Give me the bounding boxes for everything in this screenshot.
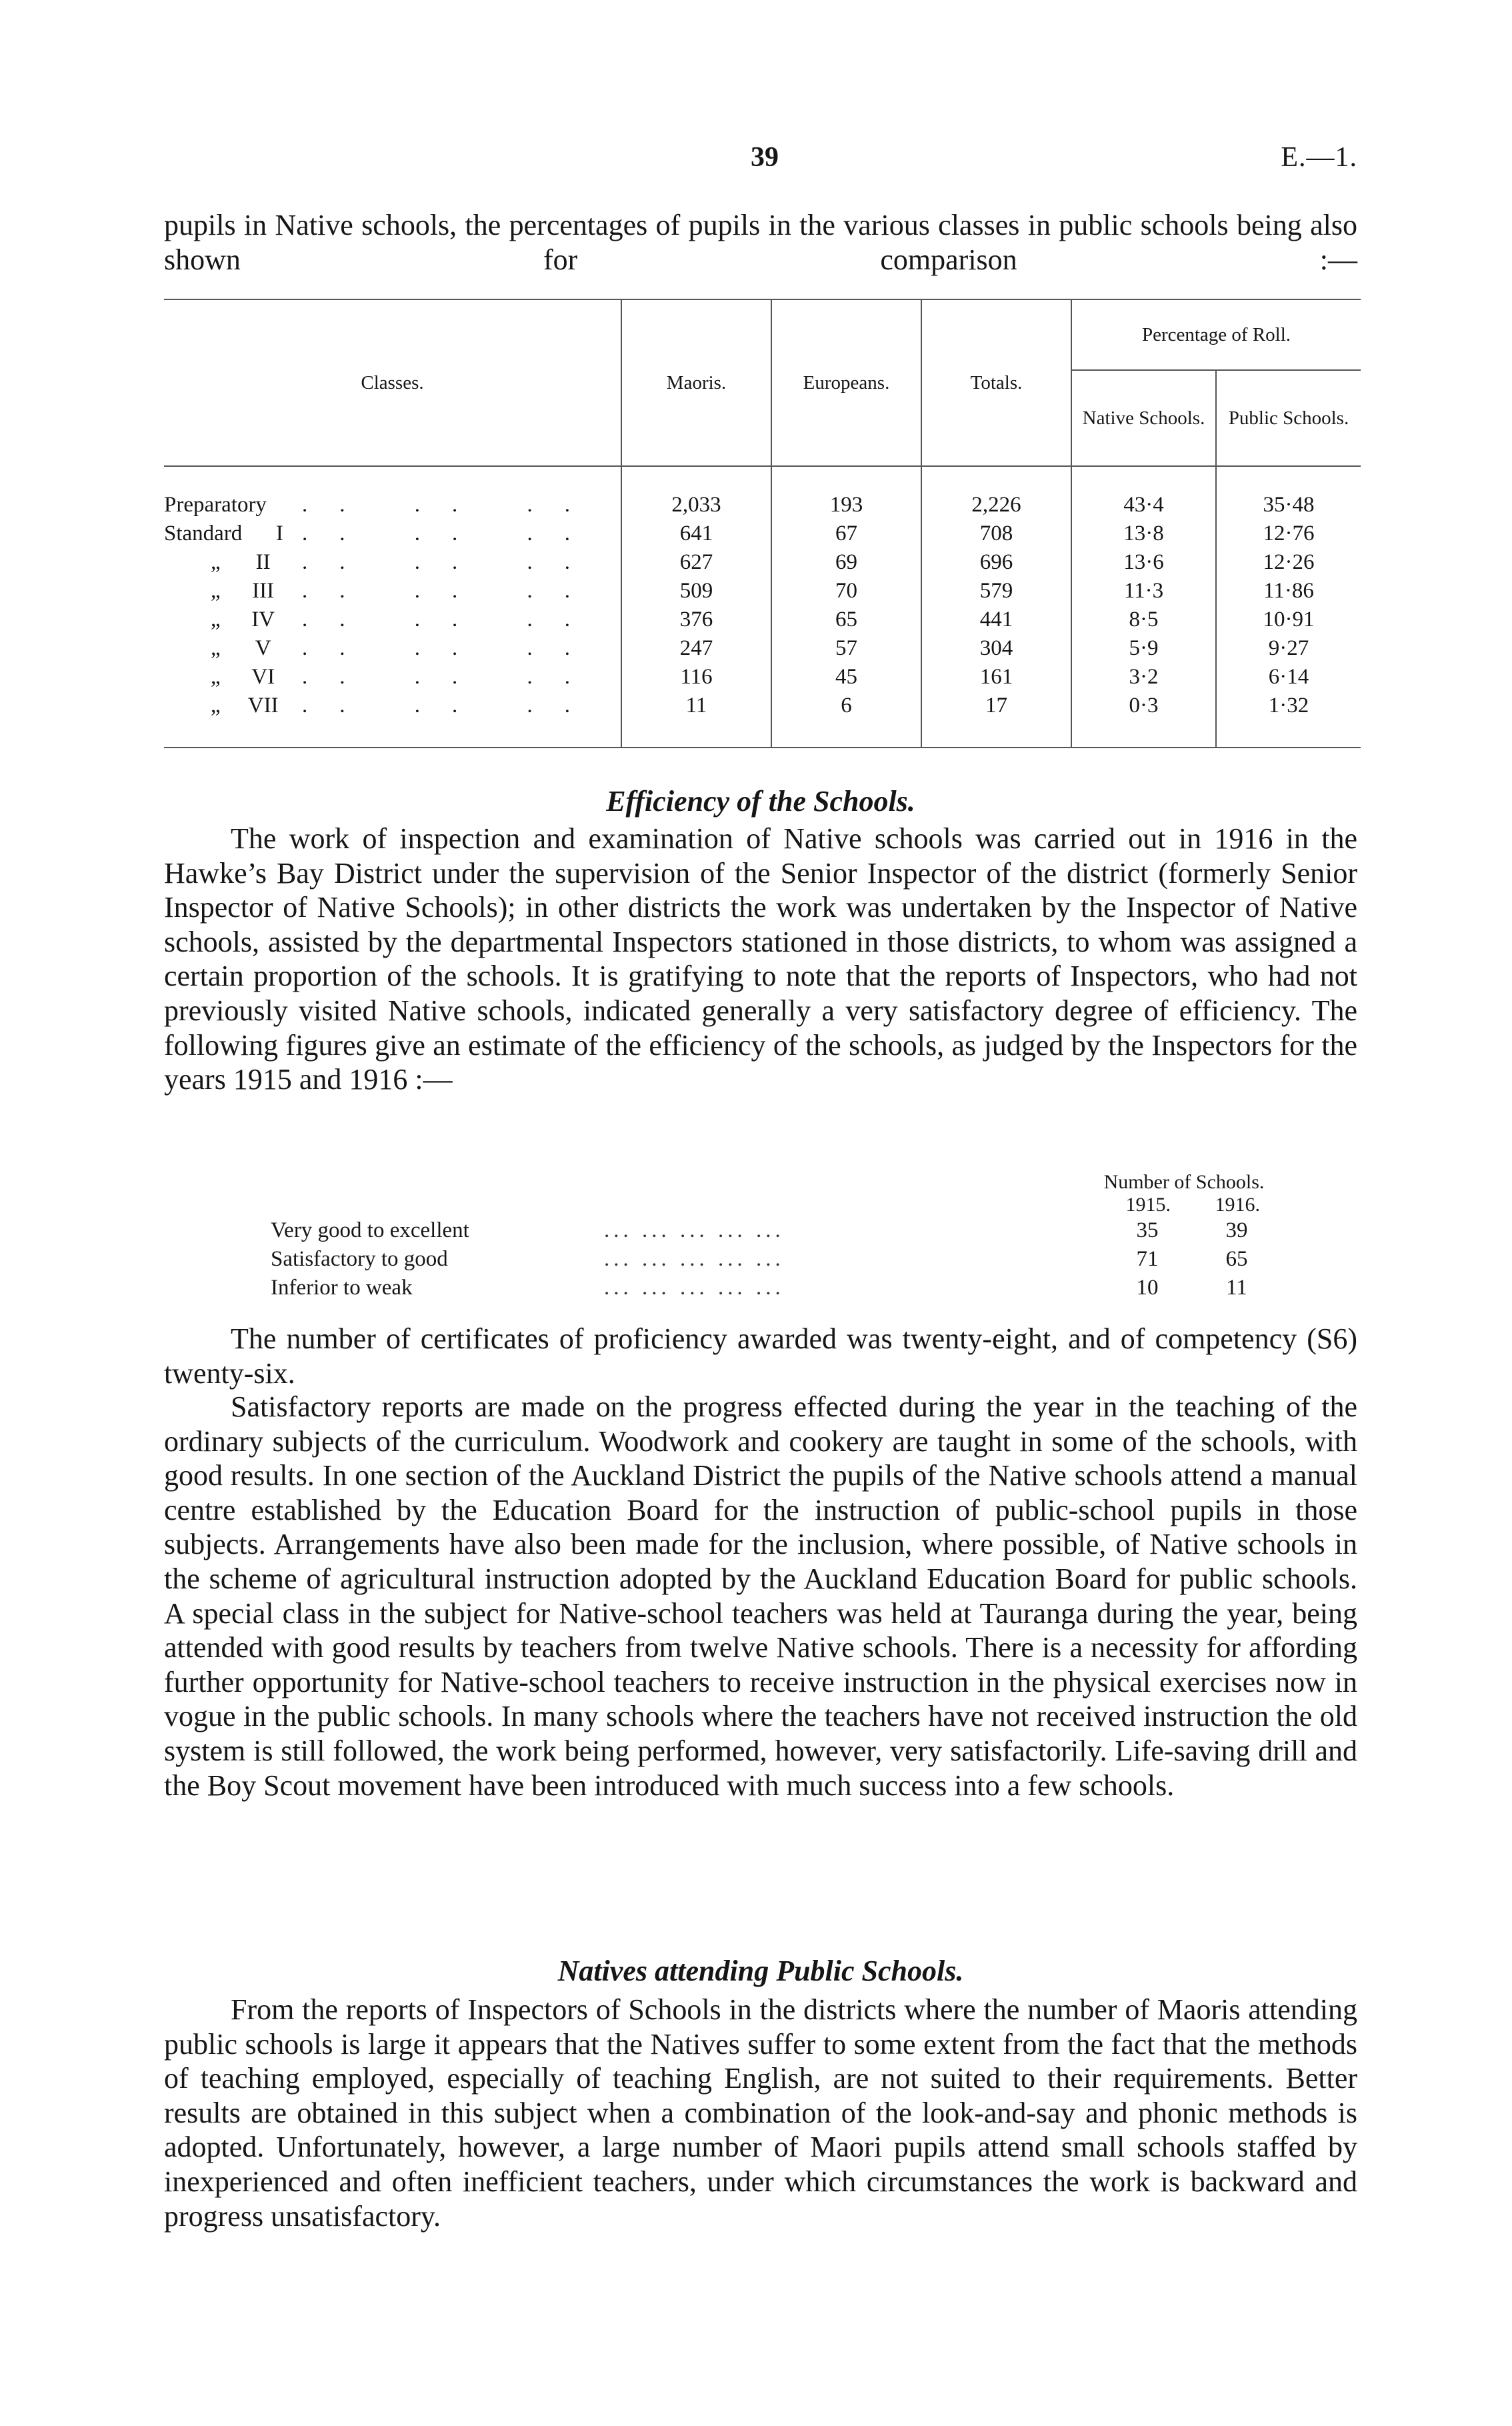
header-public-schools: Public Schools. xyxy=(1216,370,1361,466)
cell-native: 8·5 xyxy=(1071,605,1216,634)
cell-native: 13·6 xyxy=(1071,548,1216,577)
class-roman: VI xyxy=(251,665,275,689)
table-row xyxy=(164,634,1361,663)
cell-totals: 17 xyxy=(921,692,1071,748)
cell-native: 3·2 xyxy=(1071,663,1216,692)
cell-maoris: 247 xyxy=(621,634,771,663)
leader-dots: ... ... ... ... ... xyxy=(604,1276,785,1300)
class-roman: III xyxy=(252,579,275,603)
header-percentage: Percentage of Roll. xyxy=(1071,299,1361,370)
efficiency-value-1915: 35 xyxy=(1136,1218,1159,1242)
cell-europeans: 67 xyxy=(771,519,921,548)
class-roman: I xyxy=(275,521,283,545)
cell-totals: 161 xyxy=(921,663,1071,692)
section-title-efficiency: Efficiency of the Schools. xyxy=(606,785,915,818)
class-label xyxy=(164,577,283,605)
class-prefix: „ xyxy=(211,694,221,718)
leader-dots: .. .. .. xyxy=(302,636,602,660)
cell-native: 0·3 xyxy=(1071,692,1216,748)
class-cell xyxy=(164,548,621,577)
class-prefix: Preparatory xyxy=(164,493,267,517)
class-cell xyxy=(164,692,621,748)
efficiency-paragraph-2: The number of certificates of proficiency awarded was twenty-eight, and of competency (S6) twenty-six. xyxy=(164,1322,1357,1390)
efficiency-label: Inferior to weak xyxy=(271,1276,413,1300)
cell-europeans: 45 xyxy=(771,663,921,692)
table-row xyxy=(164,692,1361,748)
class-cell xyxy=(164,663,621,692)
table-row xyxy=(164,519,1361,548)
efficiency-label: Satisfactory to good xyxy=(271,1247,448,1271)
cell-native: 5·9 xyxy=(1071,634,1216,663)
cell-native: 43·4 xyxy=(1071,466,1216,519)
efficiency-table-rows xyxy=(271,1216,1284,1302)
efficiency-header-number: Number of Schools. xyxy=(1103,1171,1265,1193)
class-label xyxy=(164,663,283,692)
class-prefix: „ xyxy=(211,608,221,632)
leader-dots: .. .. .. xyxy=(302,493,602,517)
efficiency-label: Very good to excellent xyxy=(271,1218,469,1242)
table-row xyxy=(164,548,1361,577)
table-row xyxy=(164,577,1361,605)
classes-table xyxy=(164,299,1361,748)
cell-maoris: 509 xyxy=(621,577,771,605)
header-classes: Classes. xyxy=(164,299,621,466)
efficiency-paragraph-1: The work of inspection and examination of Native schools was carried out in 1916 in the Hawke’s Bay District under the supervision of the Senior Inspector of the district (formerly Senior Inspector of Native Schools); in other districts the work was undertaken by the Inspector of Native schools, assisted by the departmental Inspectors stationed in those districts, to whom was assigned a certain proportion of the schools. It is gratifying to note that the reports of Inspectors, who had not previously visited Native schools, indicated generally a very satisfactory degree of efficiency. The following figures give an estimate of the efficiency of the schools, as judged by the Inspectors for the years 1915 and 1916 :— xyxy=(164,822,1357,1096)
class-cell xyxy=(164,577,621,605)
efficiency-header-1915: 1915. xyxy=(1125,1194,1171,1216)
leader-dots: .. .. .. xyxy=(302,521,602,545)
cell-europeans: 65 xyxy=(771,605,921,634)
cell-europeans: 69 xyxy=(771,548,921,577)
leader-dots: .. .. .. xyxy=(302,694,602,718)
efficiency-value-1916: 39 xyxy=(1225,1218,1248,1242)
class-cell xyxy=(164,634,621,663)
table-row xyxy=(164,466,1361,519)
class-roman: V xyxy=(255,636,271,660)
header-totals: Totals. xyxy=(921,299,1071,466)
leader-dots: .. .. .. xyxy=(302,665,602,689)
cell-totals: 696 xyxy=(921,548,1071,577)
page-header xyxy=(164,141,1357,181)
series-code: E.—1. xyxy=(1281,142,1357,173)
class-cell xyxy=(164,605,621,634)
leader-dots: ... ... ... ... ... xyxy=(604,1247,785,1271)
class-label xyxy=(164,491,267,519)
class-prefix: „ xyxy=(211,550,221,574)
class-roman: II xyxy=(255,550,271,574)
class-prefix: Standard xyxy=(164,521,243,545)
class-cell xyxy=(164,519,621,548)
efficiency-row xyxy=(271,1274,1284,1302)
leader-dots: .. .. .. xyxy=(302,608,602,632)
table-row xyxy=(164,605,1361,634)
efficiency-table-header xyxy=(271,1171,1284,1216)
cell-public: 10·91 xyxy=(1216,605,1361,634)
class-prefix: „ xyxy=(211,636,221,660)
cell-maoris: 116 xyxy=(621,663,771,692)
cell-public: 12·76 xyxy=(1216,519,1361,548)
cell-maoris: 376 xyxy=(621,605,771,634)
efficiency-row xyxy=(271,1216,1284,1245)
cell-europeans: 57 xyxy=(771,634,921,663)
cell-totals: 304 xyxy=(921,634,1071,663)
section-title-natives-public: Natives attending Public Schools. xyxy=(557,1955,964,1987)
natives-public-paragraph-1: From the reports of Inspectors of Schools in the districts where the number of Maoris attending public schools is large it appears that the Natives suffer to some extent from the fact that the methods of teaching employed, especially of teaching English, are not suited to their requirements. Better results are obtained in this subject when a combination of the look-and-say and phonic methods is adopted. Unfortunately, however, a large number of Maori pupils attend small schools staffed by inexperienced and often inefficient teachers, under which circumstances the work is backward and progress unsatisfactory. xyxy=(164,1993,1357,2233)
class-cell xyxy=(164,466,621,519)
efficiency-value-1915: 10 xyxy=(1136,1276,1159,1300)
efficiency-header-1916: 1916. xyxy=(1215,1194,1260,1216)
header-native-schools: Native Schools. xyxy=(1071,370,1216,466)
table-row xyxy=(164,663,1361,692)
cell-totals: 2,226 xyxy=(921,466,1071,519)
class-prefix: „ xyxy=(211,579,221,603)
leader-dots: ... ... ... ... ... xyxy=(604,1218,785,1242)
cell-public: 6·14 xyxy=(1216,663,1361,692)
cell-public: 1·32 xyxy=(1216,692,1361,748)
class-label xyxy=(164,692,283,720)
class-label xyxy=(164,548,283,577)
leader-dots: .. .. .. xyxy=(302,550,602,574)
cell-public: 9·27 xyxy=(1216,634,1361,663)
cell-native: 11·3 xyxy=(1071,577,1216,605)
classes-table-body xyxy=(164,466,1361,748)
class-prefix: „ xyxy=(211,665,221,689)
class-label xyxy=(164,519,299,548)
class-label xyxy=(164,605,283,634)
cell-public: 11·86 xyxy=(1216,577,1361,605)
document-page xyxy=(164,0,1357,2426)
class-label xyxy=(164,634,283,663)
cell-totals: 708 xyxy=(921,519,1071,548)
cell-europeans: 70 xyxy=(771,577,921,605)
leader-dots: .. .. .. xyxy=(302,579,602,603)
cell-native: 13·8 xyxy=(1071,519,1216,548)
efficiency-table xyxy=(271,1171,1284,1302)
cell-maoris: 641 xyxy=(621,519,771,548)
efficiency-paragraph-3: Satisfactory reports are made on the progress effected during the year in the teaching of the ordinary subjects of the curriculum. Woodwork and cookery are taught in some of the schools, with good results. In one section of the Auckland District the pupils of the Native schools attend a manual centre established by the Education Board for the instruction of public-school pupils in those subjects. Arrangements have also been made for the inclusion, where possible, of Native schools in the scheme of agricultural instruction adopted by the Auckland Education Board for public schools. A special class in the subject for Native-school teachers was held at Tauranga during the year, being attended with good results by teachers from twelve Native schools. There is a necessity for affording further opportunity for Native-school teachers to receive instruction in the physical exercises now in vogue in the public schools. In many schools where the teachers have not received instruction the old system is still followed, the work being performed, however, very satisfactorily. Life-saving drill and the Boy Scout movement have been introduced with much success into a few schools. xyxy=(164,1390,1357,1802)
cell-public: 35·48 xyxy=(1216,466,1361,519)
efficiency-value-1915: 71 xyxy=(1136,1247,1159,1271)
cell-europeans: 6 xyxy=(771,692,921,748)
cell-maoris: 2,033 xyxy=(621,466,771,519)
cell-totals: 441 xyxy=(921,605,1071,634)
class-roman: VII xyxy=(247,694,279,718)
cell-totals: 579 xyxy=(921,577,1071,605)
header-europeans: Europeans. xyxy=(771,299,921,466)
intro-paragraph: pupils in Native schools, the percentages of pupils in the various classes in public schools being also shown for comparison :— xyxy=(164,209,1357,276)
page-number: 39 xyxy=(751,142,779,173)
efficiency-value-1916: 11 xyxy=(1226,1276,1247,1300)
efficiency-row xyxy=(271,1245,1284,1274)
class-roman: IV xyxy=(251,608,275,632)
cell-public: 12·26 xyxy=(1216,548,1361,577)
header-maoris: Maoris. xyxy=(621,299,771,466)
cell-europeans: 193 xyxy=(771,466,921,519)
efficiency-value-1916: 65 xyxy=(1225,1247,1248,1271)
cell-maoris: 11 xyxy=(621,692,771,748)
cell-maoris: 627 xyxy=(621,548,771,577)
